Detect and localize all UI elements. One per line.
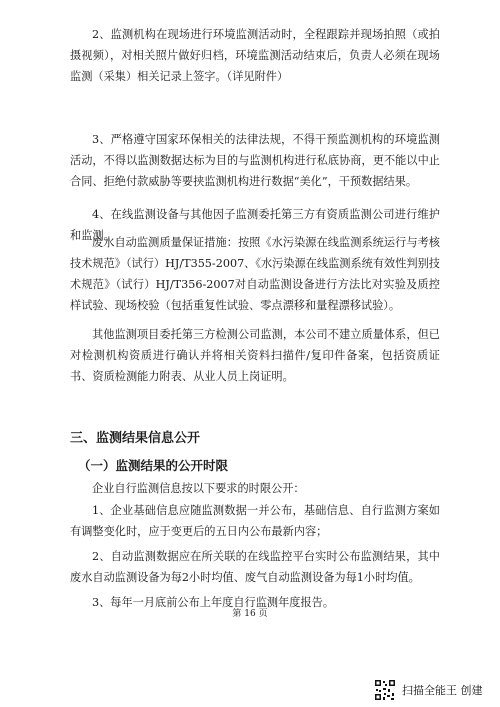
- paragraph-rule-2: 2、自动监测数据应在所关联的在线监控平台实时公布监测结果，其中废水自动监测设备为每2小时均值、废气自动监测设备为每1小时均值。: [70, 550, 440, 584]
- qr-code-icon: [374, 679, 396, 701]
- paragraph-other-monitoring: 其他监测项目委托第三方检测公司监测，本公司不建立质量体系，但已对检测机构资质进行确认并将相关资料扫描件/复印件备案，包括资质证书、资质检测能力附表、从业人员上岗证明。: [70, 328, 440, 383]
- page-number: 第 16 页: [232, 609, 268, 619]
- paragraph-intro: 企业自行监测信息按以下要求的时限公开：: [92, 482, 305, 495]
- subsection-heading: （一）监测结果的公开时限: [78, 458, 229, 473]
- paragraph-rule-1: 1、企业基础信息应随监测数据一并公布，基础信息、自行监测方案如有调整变化时，应于变更后的五日内公布最新内容；: [70, 504, 440, 538]
- scanner-watermark: [374, 679, 483, 701]
- paragraph-wastewater-qa: 废水自动监测质量保证措施：按照《水污染源在线监测系统运行与考核技术规范》（试行）HJ/T355-2007、《水污染源在线监测系统有效性判别技术规范》（试行）HJ/T356-2007对自动监测设备进行方法比对实验及质控样试验、现场校验（包括重复性试验、零点漂移和量程漂移试验）。: [70, 236, 440, 312]
- watermark-text: 扫描全能王 创建: [402, 684, 483, 697]
- paragraph-rule-3: 3、每年一月底前公布上年度自行监测年度报告。: [92, 596, 335, 609]
- section-heading: 三、监测结果信息公开: [70, 431, 201, 446]
- paragraph-item-3: 3、严格遵守国家环保相关的法律法规，不得干预监测机构的环境监测活动，不得以监测数据达标为目的与监测机构进行私底协商，更不能以中止合同、拒绝付款威胁等要挟监测机构进行数据“美化”，干预数据结果。: [70, 133, 440, 188]
- paragraph-item-2: 2、监测机构在现场进行环境监测活动时，全程跟踪并现场拍照（或拍摄视频），对相关照片做好归档，环境监测活动结束后，负责人必须在现场监测（采集）相关记录上签字。（详见附件）: [70, 28, 440, 83]
- paragraph-item-4: 4、在线监测设备与其他因子监测委托第三方有资质监测公司进行维护和监测。: [70, 208, 440, 242]
